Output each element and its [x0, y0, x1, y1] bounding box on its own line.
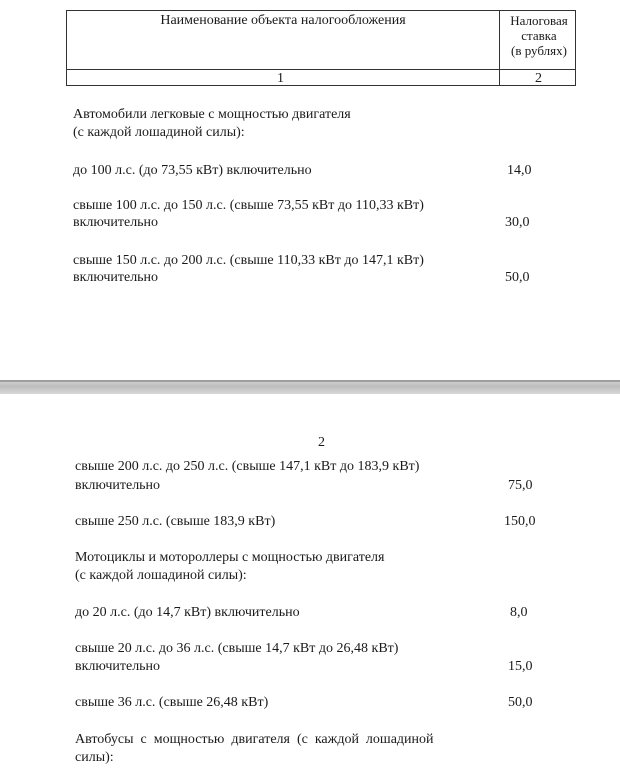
- row-label: свыше 20 л.с. до 36 л.с. (свыше 14,7 кВт до 26,48 кВт): [75, 641, 399, 656]
- document-page-1: [0, 0, 620, 380]
- row-rate: 50,0: [508, 695, 533, 710]
- document-page-2: [0, 394, 620, 773]
- row-label: до 20 л.с. (до 14,7 кВт) включительно: [75, 605, 300, 620]
- page-break: [0, 380, 620, 394]
- row-rate: 50,0: [505, 270, 530, 285]
- row-label: включительно: [73, 270, 159, 285]
- row-rate: 150,0: [504, 514, 536, 529]
- section-heading-cars: Автомобили легковые с мощностью двигателя: [73, 107, 351, 122]
- row-label: свыше 100 л.с. до 150 л.с. (свыше 73,55 кВт до 110,33 кВт): [73, 198, 424, 213]
- column-number-1: 1: [277, 71, 284, 86]
- section-heading-moto: (с каждой лошадиной силы):: [75, 568, 247, 583]
- row-label: свыше 200 л.с. до 250 л.с. (свыше 147,1 кВт до 183,9 кВт): [75, 459, 420, 474]
- column-title-rate-line: ставка: [521, 28, 557, 43]
- row-label: свыше 36 л.с. (свыше 26,48 кВт): [75, 695, 269, 710]
- column-title-rate: [503, 13, 575, 58]
- row-rate: 75,0: [508, 478, 533, 493]
- table-header: [66, 10, 576, 86]
- header-row-divider: [67, 69, 575, 70]
- row-label: до 100 л.с. (до 73,55 кВт) включительно: [73, 163, 312, 178]
- row-label: включительно: [75, 478, 161, 493]
- row-label: свыше 150 л.с. до 200 л.с. (свыше 110,33 кВт до 147,1 кВт): [73, 253, 424, 268]
- section-heading-cars: (с каждой лошадиной силы):: [73, 125, 245, 140]
- page-number: 2: [318, 435, 325, 450]
- column-title-rate-line: (в рублях): [511, 43, 567, 58]
- section-heading-moto: Мотоциклы и мотороллеры с мощностью двигателя: [75, 550, 385, 565]
- row-label: включительно: [73, 215, 159, 230]
- row-rate: 15,0: [508, 659, 533, 674]
- section-heading-bus: силы):: [75, 750, 114, 765]
- row-rate: 30,0: [505, 215, 530, 230]
- section-heading-bus: Автобусы с мощностью двигателя (с каждой лошадиной: [75, 732, 434, 747]
- row-label: включительно: [75, 659, 161, 674]
- column-title-rate-line: Налоговая: [510, 13, 568, 28]
- column-title-object: Наименование объекта налогообложения: [160, 13, 406, 28]
- column-number-2: 2: [535, 71, 542, 86]
- row-label: свыше 250 л.с. (свыше 183,9 кВт): [75, 514, 276, 529]
- column-divider: [499, 11, 500, 85]
- row-rate: 8,0: [510, 605, 528, 620]
- row-rate: 14,0: [507, 163, 532, 178]
